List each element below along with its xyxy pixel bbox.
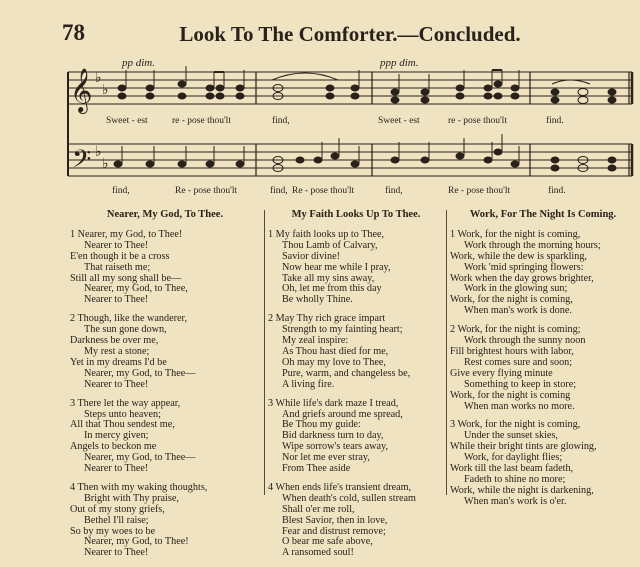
bass-lyric-6: Re - pose thou'lt	[448, 186, 511, 196]
stanza-line: Nearer, my God, to Thee,	[84, 283, 188, 295]
svg-text:♭: ♭	[102, 156, 109, 172]
stanza-line: Thou Lamb of Calvary,	[282, 239, 378, 251]
stanza-line: Angels to beckon me	[70, 441, 157, 453]
stanza-line: Work till the last beam fadeth,	[450, 463, 574, 475]
column-divider-1	[264, 210, 265, 495]
svg-text:♭: ♭	[95, 144, 102, 160]
stanza-line: 3 There let the way appear,	[70, 397, 181, 409]
stanza-line: Still all my song shall be—	[70, 272, 182, 284]
stanza-line: My rest a stone;	[84, 345, 150, 357]
stanza-line: Nearer to Thee!	[84, 463, 149, 475]
bass-lyric-2: Re - pose thou'lt	[175, 186, 238, 196]
treble-lyric-1: Sweet - est	[106, 116, 148, 126]
stanza-line: Bright with Thy praise,	[84, 492, 179, 504]
stanza	[268, 399, 444, 475]
treble-lyric-2: re - pose thou'lt	[172, 116, 231, 126]
stanza-line: In mercy given;	[84, 430, 149, 442]
stanza-line: 2 May Thy rich grace impart	[268, 313, 386, 325]
stanza-line: When man's work is done.	[464, 305, 572, 317]
stanza-line: Strength to my fainting heart;	[282, 324, 403, 336]
stanza-line: Wipe sorrow's tears away,	[282, 441, 388, 453]
stanza-line: Now hear me while I pray,	[282, 261, 391, 273]
stanza	[70, 399, 260, 475]
stanza-line: Work when the day grows brighter,	[450, 272, 594, 284]
stanza	[268, 230, 444, 306]
stanza-line: Bethel I'll raise;	[84, 514, 149, 526]
stanza-line: 1 My faith looks up to Thee,	[268, 228, 385, 240]
stanza-line: 2 Though, like the wanderer,	[70, 313, 188, 325]
stanza	[70, 314, 260, 390]
stanza-line: Oh may my love to Thee,	[282, 356, 386, 368]
page-number: 78	[62, 20, 85, 45]
stanza-line: Work through the morning hours;	[464, 239, 601, 251]
stanza-line: Blest Savior, then in love,	[282, 514, 388, 526]
treble-lyric-3: find,	[272, 116, 290, 126]
stanza-line: 4 When ends life's transient dream,	[268, 481, 412, 493]
stanza-line: Work 'mid springing flowers:	[464, 261, 584, 273]
stanza-line: While their bright tints are glowing,	[450, 441, 597, 453]
stanza-line: Nor let me ever stray,	[282, 452, 370, 464]
bass-lyric-4: Re - pose thou'lt	[292, 186, 355, 196]
stanza-line: 4 Then with my waking thoughts,	[70, 481, 208, 493]
dynamic-marking-2: ppp dim.	[380, 57, 419, 69]
stanza-line: 1 Nearer, my God, to Thee!	[70, 228, 183, 240]
treble-lyric-4: Sweet - est	[378, 116, 420, 126]
stanza-line: Work through the sunny noon	[464, 335, 586, 347]
hymn-column-1	[70, 210, 260, 567]
music-staff	[0, 0, 640, 200]
stanza-line: Work, for the night is coming	[450, 389, 571, 401]
stanza	[268, 483, 444, 559]
stanza-line: When man's work is o'er.	[464, 495, 567, 507]
stanza-line: Pure, warm, and changeless be,	[282, 367, 411, 379]
svg-text:♭: ♭	[95, 70, 102, 86]
stanza	[268, 314, 444, 390]
stanza-line: Work, for the night is coming,	[450, 294, 573, 306]
stanza-line: Out of my stony griefs,	[70, 503, 165, 515]
stanza-line: The sun gone down,	[84, 324, 167, 336]
stanza	[450, 325, 636, 412]
stanza-line: My zeal inspire:	[282, 335, 349, 347]
stanza-line: Rest comes sure and soon;	[464, 356, 573, 368]
stanza	[70, 230, 260, 306]
stanza-line: Under the sunset skies,	[464, 430, 558, 442]
stanza-line: As Thou hast died for me,	[282, 345, 389, 357]
stanza-line: Nearer, my God, to Thee!	[84, 536, 189, 548]
stanza-line: Nearer to Thee!	[84, 378, 149, 390]
stanza-line: Nearer to Thee!	[84, 239, 149, 251]
stanza-line: Work, while the dew is sparkling,	[450, 250, 587, 262]
stanza-line: Fear and distrust remove;	[282, 525, 386, 537]
stanza-line: All that Thou sendest me,	[70, 419, 175, 431]
svg-text:♭: ♭	[102, 82, 109, 98]
bass-lyric-3: find,	[270, 186, 288, 196]
stanza-line: 2 Work, for the night is coming;	[450, 324, 581, 336]
stanza	[450, 420, 636, 507]
stanza-line: Darkness be over me,	[70, 335, 159, 347]
stanza-line: Shall o'er me roll,	[282, 503, 355, 515]
stanza	[70, 483, 260, 559]
stanza-line: Give every flying minute	[450, 367, 553, 379]
hymn-title: My Faith Looks Up To Thee.	[291, 209, 421, 220]
stanza-line: Yet in my dreams I'd be	[70, 356, 167, 368]
stanza-line: So by my woes to be	[70, 525, 156, 537]
stanza-line: Be wholly Thine.	[282, 294, 353, 306]
stanza-line: Take all my sins away,	[282, 272, 375, 284]
stanza-line: Steps unto heaven;	[84, 408, 161, 420]
page-title: Look To The Comforter.—Concluded.	[179, 22, 521, 46]
stanza-line: 3 While life's dark maze I tread,	[268, 397, 399, 409]
stanza-line: Nearer to Thee!	[84, 547, 149, 559]
stanza-line: Fill brightest hours with labor,	[450, 345, 574, 357]
bass-lyric-5: find,	[385, 186, 403, 196]
stanza-line: Savior divine!	[282, 250, 341, 262]
hymn-title: Work, For The Night Is Coming.	[469, 209, 617, 220]
stanza-line: Nearer, my God, to Thee—	[84, 367, 196, 379]
stanza-line: Bid darkness turn to day,	[282, 430, 384, 442]
column-divider-2	[446, 210, 447, 495]
hymn-column-3	[450, 210, 636, 516]
treble-lyric-5: re - pose thou'lt	[448, 116, 507, 126]
bass-lyric-7: find.	[548, 186, 566, 196]
bass-lyric-1: find,	[112, 186, 130, 196]
hymn-title: Nearer, My God, To Thee.	[106, 209, 224, 220]
stanza-line: A ransomed soul!	[282, 547, 354, 559]
stanza-line: Something to keep in store;	[464, 378, 577, 390]
stanza	[450, 230, 636, 317]
stanza-line: When death's cold, sullen stream	[282, 492, 416, 504]
stanza-line: And griefs around me spread,	[282, 408, 403, 420]
bass-staff	[68, 144, 632, 176]
stanza-line: O bear me safe above,	[282, 536, 373, 548]
stanza-line: A living fire.	[282, 378, 335, 390]
stanza-line: 1 Work, for the night is coming,	[450, 228, 581, 240]
stanza-line: Work, while the night is darkening,	[450, 484, 594, 496]
stanza-line: Nearer to Thee!	[84, 294, 149, 306]
treble-lyric-6: find.	[546, 116, 564, 126]
stanza-line: Oh, let me from this day	[282, 283, 382, 295]
stanza-line: From Thee aside	[282, 463, 351, 475]
stanza-line: Fadeth to shine no more;	[464, 473, 566, 485]
bass-notes	[114, 134, 616, 172]
stanza-line: Nearer, my God, to Thee—	[84, 452, 196, 464]
stanza-line: Be Thou my guide:	[282, 419, 361, 431]
stanza-line: When man works no more.	[464, 400, 575, 412]
treble-clef-icon: 𝄞	[70, 68, 93, 112]
stanza-line: E'en though it be a cross	[70, 250, 170, 262]
hymn-column-2	[268, 210, 444, 567]
dynamic-marking-1: pp dim.	[122, 57, 155, 69]
bass-clef-icon: 𝄢	[72, 145, 92, 180]
stanza-line: 3 Work, for the night is coming,	[450, 419, 581, 431]
stanza-line: Work, for daylight flies;	[464, 452, 563, 464]
stanza-line: That raiseth me;	[84, 261, 151, 273]
stanza-line: Work in the glowing sun;	[464, 283, 568, 295]
